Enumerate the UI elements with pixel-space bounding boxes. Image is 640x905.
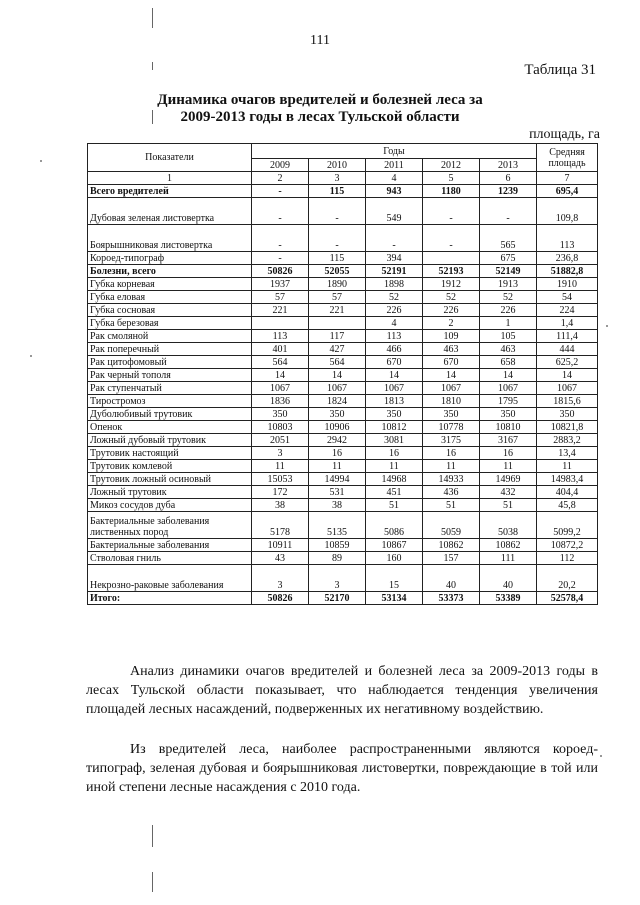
row-value: 401 bbox=[252, 343, 309, 356]
row-value: 1067 bbox=[480, 382, 537, 395]
row-value bbox=[252, 317, 309, 330]
row-value: 11 bbox=[366, 460, 423, 473]
row-value: 11 bbox=[480, 460, 537, 473]
row-value: 14933 bbox=[423, 473, 480, 486]
table-body bbox=[88, 185, 598, 605]
row-value: 5099,2 bbox=[537, 512, 598, 539]
row-value: 549 bbox=[366, 198, 423, 225]
row-value: 11 bbox=[537, 460, 598, 473]
row-value: 10859 bbox=[309, 539, 366, 552]
row-value: 695,4 bbox=[537, 185, 598, 198]
table-row bbox=[88, 330, 598, 343]
row-value: 2 bbox=[423, 317, 480, 330]
row-value: 52 bbox=[366, 291, 423, 304]
row-value: 350 bbox=[252, 408, 309, 421]
row-value: 14 bbox=[366, 369, 423, 382]
data-table bbox=[87, 143, 598, 605]
row-value: 658 bbox=[480, 356, 537, 369]
row-value: 105 bbox=[480, 330, 537, 343]
row-value: 45,8 bbox=[537, 499, 598, 512]
row-value: 10812 bbox=[366, 421, 423, 434]
scan-dot bbox=[30, 355, 32, 357]
row-value: 1180 bbox=[423, 185, 480, 198]
row-value: 350 bbox=[423, 408, 480, 421]
row-value: 221 bbox=[252, 304, 309, 317]
row-value: 1 bbox=[480, 317, 537, 330]
row-value: 10821,8 bbox=[537, 421, 598, 434]
table-row bbox=[88, 552, 598, 565]
row-value: 51 bbox=[423, 499, 480, 512]
row-value: 1898 bbox=[366, 278, 423, 291]
row-label: Некрозно-раковые заболевания bbox=[88, 565, 252, 592]
row-label: Трутовик комлевой bbox=[88, 460, 252, 473]
row-value: 564 bbox=[252, 356, 309, 369]
row-value bbox=[423, 252, 480, 265]
row-value: - bbox=[252, 252, 309, 265]
row-value: 3081 bbox=[366, 434, 423, 447]
row-value: 1813 bbox=[366, 395, 423, 408]
row-value: 466 bbox=[366, 343, 423, 356]
row-value: 53389 bbox=[480, 592, 537, 605]
row-value: 52170 bbox=[309, 592, 366, 605]
row-value: 52 bbox=[480, 291, 537, 304]
row-value: 14 bbox=[309, 369, 366, 382]
row-value: 14983,4 bbox=[537, 473, 598, 486]
row-value: 115 bbox=[309, 252, 366, 265]
table-row bbox=[88, 198, 598, 225]
row-value: 50826 bbox=[252, 592, 309, 605]
margin-mark bbox=[152, 825, 153, 847]
row-value: 115 bbox=[309, 185, 366, 198]
row-value: 10810 bbox=[480, 421, 537, 434]
row-value: 16 bbox=[366, 447, 423, 460]
paragraph-pests: Из вредителей леса, наиболее распространенными являются короед-типограф, зеленая дубовая и боярышниковая листовертки, повреждающие в той или иной степени лесные насаждения с 2010 года. bbox=[86, 742, 598, 795]
row-value: 463 bbox=[480, 343, 537, 356]
table-row bbox=[88, 447, 598, 460]
row-value: 226 bbox=[480, 304, 537, 317]
row-label: Бактериальные заболевания bbox=[88, 539, 252, 552]
row-value: 10778 bbox=[423, 421, 480, 434]
row-label: Губка березовая bbox=[88, 317, 252, 330]
row-value: 1824 bbox=[309, 395, 366, 408]
row-value: 10872,2 bbox=[537, 539, 598, 552]
row-value: 1913 bbox=[480, 278, 537, 291]
row-value: 20,2 bbox=[537, 565, 598, 592]
page-number: 111 bbox=[310, 33, 330, 48]
header-average-line-2: площадь bbox=[548, 157, 586, 169]
row-value: 111 bbox=[480, 552, 537, 565]
row-value: 451 bbox=[366, 486, 423, 499]
table-row bbox=[88, 408, 598, 421]
row-label: Тиростромоз bbox=[88, 395, 252, 408]
row-value: 1067 bbox=[423, 382, 480, 395]
row-value: 1810 bbox=[423, 395, 480, 408]
row-label: Стволовая гниль bbox=[88, 552, 252, 565]
table-row bbox=[88, 343, 598, 356]
row-value: 432 bbox=[480, 486, 537, 499]
table-row bbox=[88, 565, 598, 592]
row-value: 943 bbox=[366, 185, 423, 198]
table-row bbox=[88, 278, 598, 291]
row-value: 350 bbox=[480, 408, 537, 421]
table-row bbox=[88, 252, 598, 265]
row-value: 50826 bbox=[252, 265, 309, 278]
row-value bbox=[309, 317, 366, 330]
row-value: 10862 bbox=[423, 539, 480, 552]
table-row bbox=[88, 291, 598, 304]
row-value: 11 bbox=[252, 460, 309, 473]
table-row bbox=[88, 185, 598, 198]
row-value: 5086 bbox=[366, 512, 423, 539]
row-value: 1910 bbox=[537, 278, 598, 291]
row-value: 10911 bbox=[252, 539, 309, 552]
row-value: - bbox=[252, 198, 309, 225]
table-label: Таблица 31 bbox=[524, 62, 596, 78]
table-row bbox=[88, 499, 598, 512]
row-label: Губка корневая bbox=[88, 278, 252, 291]
row-value: 4 bbox=[366, 317, 423, 330]
row-label: Всего вредителей bbox=[88, 185, 252, 198]
row-value: 14 bbox=[537, 369, 598, 382]
row-label: Рак цитофомовый bbox=[88, 356, 252, 369]
row-label: Короед-типограф bbox=[88, 252, 252, 265]
row-value: 52193 bbox=[423, 265, 480, 278]
scan-dot bbox=[600, 755, 602, 757]
row-value: 1067 bbox=[309, 382, 366, 395]
row-value: 3167 bbox=[480, 434, 537, 447]
table-row bbox=[88, 382, 598, 395]
row-value: 52 bbox=[423, 291, 480, 304]
row-value: 52055 bbox=[309, 265, 366, 278]
row-value: 226 bbox=[366, 304, 423, 317]
row-value: 51 bbox=[366, 499, 423, 512]
row-value: - bbox=[309, 198, 366, 225]
row-value: 675 bbox=[480, 252, 537, 265]
row-value: 670 bbox=[423, 356, 480, 369]
column-number: 2 bbox=[252, 172, 309, 185]
row-value: 172 bbox=[252, 486, 309, 499]
row-value: 14 bbox=[423, 369, 480, 382]
row-value: 14969 bbox=[480, 473, 537, 486]
header-column-numbers bbox=[88, 172, 598, 185]
column-number: 3 bbox=[309, 172, 366, 185]
table-row bbox=[88, 592, 598, 605]
column-number: 1 bbox=[88, 172, 252, 185]
row-value: 1815,6 bbox=[537, 395, 598, 408]
margin-mark bbox=[152, 62, 153, 70]
row-value: 1,4 bbox=[537, 317, 598, 330]
row-value: 1836 bbox=[252, 395, 309, 408]
row-label: Микоз сосудов дуба bbox=[88, 499, 252, 512]
row-value: 531 bbox=[309, 486, 366, 499]
margin-mark bbox=[152, 110, 153, 124]
table-row bbox=[88, 434, 598, 447]
row-value: 10867 bbox=[366, 539, 423, 552]
column-number: 7 bbox=[537, 172, 598, 185]
row-value: 221 bbox=[309, 304, 366, 317]
row-label: Дуболюбивый трутовик bbox=[88, 408, 252, 421]
row-value: 16 bbox=[480, 447, 537, 460]
row-value: 1795 bbox=[480, 395, 537, 408]
row-value: 2051 bbox=[252, 434, 309, 447]
row-label: Болезни, всего bbox=[88, 265, 252, 278]
row-value: 38 bbox=[309, 499, 366, 512]
row-value: 40 bbox=[480, 565, 537, 592]
row-label: Ложный трутовик bbox=[88, 486, 252, 499]
table-title bbox=[0, 92, 640, 126]
row-value: 13,4 bbox=[537, 447, 598, 460]
scan-dot bbox=[40, 160, 42, 162]
title-line-1: Динамика очагов вредителей и болезней леса за bbox=[157, 92, 483, 108]
row-value: 157 bbox=[423, 552, 480, 565]
table-row bbox=[88, 421, 598, 434]
column-number: 5 bbox=[423, 172, 480, 185]
header-year: 2009 bbox=[252, 159, 309, 172]
scan-dot bbox=[606, 325, 608, 327]
row-value: - bbox=[423, 225, 480, 252]
column-number: 6 bbox=[480, 172, 537, 185]
row-value: 57 bbox=[252, 291, 309, 304]
row-value: 52149 bbox=[480, 265, 537, 278]
row-value: 11 bbox=[423, 460, 480, 473]
row-value: 43 bbox=[252, 552, 309, 565]
row-label: Губка сосновая bbox=[88, 304, 252, 317]
row-value: - bbox=[252, 225, 309, 252]
row-value: 109,8 bbox=[537, 198, 598, 225]
row-value: 5178 bbox=[252, 512, 309, 539]
row-value: 52578,4 bbox=[537, 592, 598, 605]
row-value: 3 bbox=[252, 447, 309, 460]
row-value: 625,2 bbox=[537, 356, 598, 369]
table-header bbox=[88, 144, 598, 185]
row-value: 14 bbox=[480, 369, 537, 382]
header-year: 2012 bbox=[423, 159, 480, 172]
row-value: 14968 bbox=[366, 473, 423, 486]
row-label: Рак поперечный bbox=[88, 343, 252, 356]
margin-mark bbox=[152, 872, 153, 892]
row-value: 16 bbox=[309, 447, 366, 460]
row-value: - bbox=[252, 185, 309, 198]
table-row bbox=[88, 356, 598, 369]
row-value: 236,8 bbox=[537, 252, 598, 265]
row-value: 160 bbox=[366, 552, 423, 565]
row-label: Рак смоляной bbox=[88, 330, 252, 343]
row-value: 2942 bbox=[309, 434, 366, 447]
row-value: 113 bbox=[252, 330, 309, 343]
row-label: Трутовик настоящий bbox=[88, 447, 252, 460]
row-value: 11 bbox=[309, 460, 366, 473]
row-value: 1067 bbox=[252, 382, 309, 395]
row-value: 564 bbox=[309, 356, 366, 369]
row-value: 350 bbox=[366, 408, 423, 421]
row-value: 117 bbox=[309, 330, 366, 343]
margin-mark bbox=[152, 8, 153, 28]
row-value: 3 bbox=[309, 565, 366, 592]
row-value: 40 bbox=[423, 565, 480, 592]
row-value: 1067 bbox=[366, 382, 423, 395]
table-row bbox=[88, 395, 598, 408]
row-label: Ложный дубовый трутовик bbox=[88, 434, 252, 447]
row-value: 1067 bbox=[537, 382, 598, 395]
row-value: 226 bbox=[423, 304, 480, 317]
paragraph-analysis: Анализ динамики очагов вредителей и болезней леса за 2009-2013 годы в лесах Тульской области показывает, что наблюдается тенденция увеличения площадей лесных насаждений, подверженных их негативному воздействию. bbox=[86, 664, 598, 717]
row-value: 444 bbox=[537, 343, 598, 356]
row-value: 54 bbox=[537, 291, 598, 304]
row-value: 3 bbox=[252, 565, 309, 592]
row-value: 53373 bbox=[423, 592, 480, 605]
row-value: 10906 bbox=[309, 421, 366, 434]
table-row bbox=[88, 304, 598, 317]
row-value: 436 bbox=[423, 486, 480, 499]
row-value: 394 bbox=[366, 252, 423, 265]
row-value: 109 bbox=[423, 330, 480, 343]
row-value: 16 bbox=[423, 447, 480, 460]
row-label: Итого: bbox=[88, 592, 252, 605]
row-value: 52191 bbox=[366, 265, 423, 278]
row-label: Дубовая зеленая листовертка bbox=[88, 198, 252, 225]
table-row bbox=[88, 317, 598, 330]
row-value: 89 bbox=[309, 552, 366, 565]
row-value: 14994 bbox=[309, 473, 366, 486]
header-year: 2011 bbox=[366, 159, 423, 172]
column-number: 4 bbox=[366, 172, 423, 185]
row-value: 15053 bbox=[252, 473, 309, 486]
row-label: Опенок bbox=[88, 421, 252, 434]
row-value: - bbox=[423, 198, 480, 225]
row-value: 51 bbox=[480, 499, 537, 512]
row-value: 1890 bbox=[309, 278, 366, 291]
row-value: 3175 bbox=[423, 434, 480, 447]
row-value: 14 bbox=[252, 369, 309, 382]
row-value: 224 bbox=[537, 304, 598, 317]
table-row bbox=[88, 265, 598, 278]
row-value: 565 bbox=[480, 225, 537, 252]
row-value: 2883,2 bbox=[537, 434, 598, 447]
table-row bbox=[88, 486, 598, 499]
row-value: 404,4 bbox=[537, 486, 598, 499]
row-value: 1937 bbox=[252, 278, 309, 291]
header-average-line-1: Средняя bbox=[549, 146, 585, 158]
row-value: 10803 bbox=[252, 421, 309, 434]
header-year: 2013 bbox=[480, 159, 537, 172]
row-value: 5135 bbox=[309, 512, 366, 539]
row-value: 113 bbox=[537, 225, 598, 252]
row-value: 427 bbox=[309, 343, 366, 356]
row-value: 463 bbox=[423, 343, 480, 356]
row-value: 113 bbox=[366, 330, 423, 343]
header-year: 2010 bbox=[309, 159, 366, 172]
row-value: 51882,8 bbox=[537, 265, 598, 278]
table-row bbox=[88, 225, 598, 252]
header-years-group: Годы bbox=[252, 144, 537, 159]
row-value: 57 bbox=[309, 291, 366, 304]
row-label: Рак ступенчатый bbox=[88, 382, 252, 395]
table-row bbox=[88, 460, 598, 473]
units-label: площадь, га bbox=[529, 127, 600, 142]
row-value: - bbox=[480, 198, 537, 225]
row-value: 111,4 bbox=[537, 330, 598, 343]
row-label: Бактериальные заболевания лиственных пород bbox=[88, 512, 252, 539]
table-row bbox=[88, 369, 598, 382]
row-value: 112 bbox=[537, 552, 598, 565]
row-label: Рак черный тополя bbox=[88, 369, 252, 382]
row-value: - bbox=[366, 225, 423, 252]
row-label: Боярышниковая листовертка bbox=[88, 225, 252, 252]
row-value: 1912 bbox=[423, 278, 480, 291]
row-value: 1239 bbox=[480, 185, 537, 198]
row-label: Трутовик ложный осиновый bbox=[88, 473, 252, 486]
row-value: 38 bbox=[252, 499, 309, 512]
row-value: - bbox=[309, 225, 366, 252]
row-value: 5059 bbox=[423, 512, 480, 539]
row-value: 350 bbox=[309, 408, 366, 421]
row-value: 15 bbox=[366, 565, 423, 592]
row-value: 5038 bbox=[480, 512, 537, 539]
title-line-2: 2009-2013 годы в лесах Тульской области bbox=[180, 109, 460, 125]
table-row bbox=[88, 512, 598, 539]
table-row bbox=[88, 539, 598, 552]
row-value: 350 bbox=[537, 408, 598, 421]
header-indicator: Показатели bbox=[88, 144, 252, 172]
row-value: 670 bbox=[366, 356, 423, 369]
row-value: 53134 bbox=[366, 592, 423, 605]
row-label: Губка еловая bbox=[88, 291, 252, 304]
table-row bbox=[88, 473, 598, 486]
header-average bbox=[537, 144, 598, 172]
row-value: 10862 bbox=[480, 539, 537, 552]
